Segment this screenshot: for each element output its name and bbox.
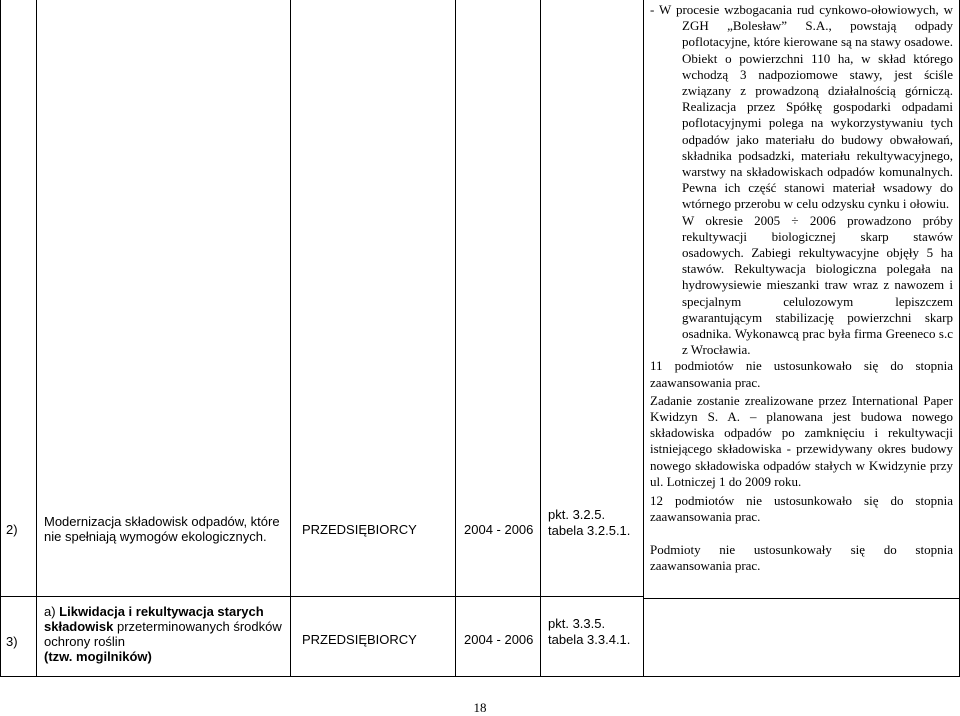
task-rest: przeterminowanych środków ochrony roślin	[44, 619, 282, 649]
description-paragraph: Zadanie zostanie zrealizowane przez International Paper Kwidzyn S. A. – planowana jest budowa nowego składowiska odpadów po zamknięciu i rekultywacji istniejącego składowiska - przewidywany okres budowy nowego składowiska odpadów stałych w Kwidzynie przy ul. Lotniczej 1 do 2009 roku.	[650, 392, 953, 489]
page-number: 18	[473, 700, 487, 715]
executor: PRZEDSIĘBIORCY	[302, 632, 417, 647]
task-name: Modernizacja składowisk odpadów, które nie spełniają wymogów ekologicznych.	[44, 514, 280, 544]
reference-point: pkt. 3.2.5.	[548, 507, 606, 522]
column-divider	[290, 0, 291, 677]
row-number: 2)	[6, 522, 18, 537]
row-divider	[0, 596, 643, 597]
description-paragraph: - W procesie wzbogacania rud cynkowo-ołowiowych, w ZGH „Bolesław” S.A., powstają odpady poflotacyjne, które kierowane są na stawy osadowe. Obiekt o powierzchni 110 ha, w skład którego wchodzą 3 nadpoziomowe stawy, jest ściśle związany z prowadzoną działalnością górniczą. Realizacja przez Spółkę gospodarki odpadami poflotacyjnymi polega na wykorzystywaniu tych odpadów jako materiału do budowy obwałowań, składnika podsadzki, materiału rekultywacyjnego, warstwy na składowiskach odpadów komunalnych. Pewna ich część stanowi materiał wsadowy do wtórnego przerobu w celu odzysku cynku i ołowiu.	[650, 2, 953, 212]
task-name	[44, 604, 282, 664]
table-border-bottom	[0, 676, 960, 677]
reference	[548, 507, 630, 538]
executor: PRZEDSIĘBIORCY	[302, 522, 417, 537]
column-divider	[540, 0, 541, 677]
task-prefix: a)	[44, 604, 60, 619]
description-paragraph: W okresie 2005 ÷ 2006 prowadzono próby rekultywacji biologicznej skarp stawów osadowych. Zabiegi rekultywacyjne objęły 5 ha stawów. Rekultywacja biologiczna polegała na hydrowysiewie mieszanki traw wraz z nawozem i specjalnym celulozowym lepiszczem gwarantującym stabilizację powierzchni skarp osadnika. Wykonawcą prac była firma Greeneco s.c z Wrocławia.	[682, 212, 953, 358]
reference	[548, 616, 630, 647]
description-paragraph: Podmioty nie ustosunkowały się do stopnia zaawansowania prac.	[650, 541, 953, 573]
reference-point: pkt. 3.3.5.	[548, 616, 606, 631]
row-divider	[643, 598, 960, 599]
task-bold: Likwidacja i rekultywacja starych składowisk	[44, 604, 264, 634]
column-divider	[455, 0, 456, 677]
reference-table: tabela 3.2.5.1.	[548, 523, 631, 538]
period: 2004 - 2006	[464, 632, 534, 647]
description-paragraph: 11 podmiotów nie ustosunkowało się do stopnia zaawansowania prac.	[650, 358, 953, 390]
table-border-left	[0, 0, 1, 677]
status-description	[650, 2, 953, 574]
task-bold-end: (tzw. mogilników)	[44, 649, 152, 664]
reference-table: tabela 3.3.4.1.	[548, 632, 631, 647]
description-paragraph: 12 podmiotów nie ustosunkowało się do stopnia zaawansowania prac.	[650, 493, 953, 525]
row-number: 3)	[6, 634, 18, 649]
column-divider	[643, 0, 644, 677]
period: 2004 - 2006	[464, 522, 534, 537]
column-divider	[36, 0, 37, 677]
